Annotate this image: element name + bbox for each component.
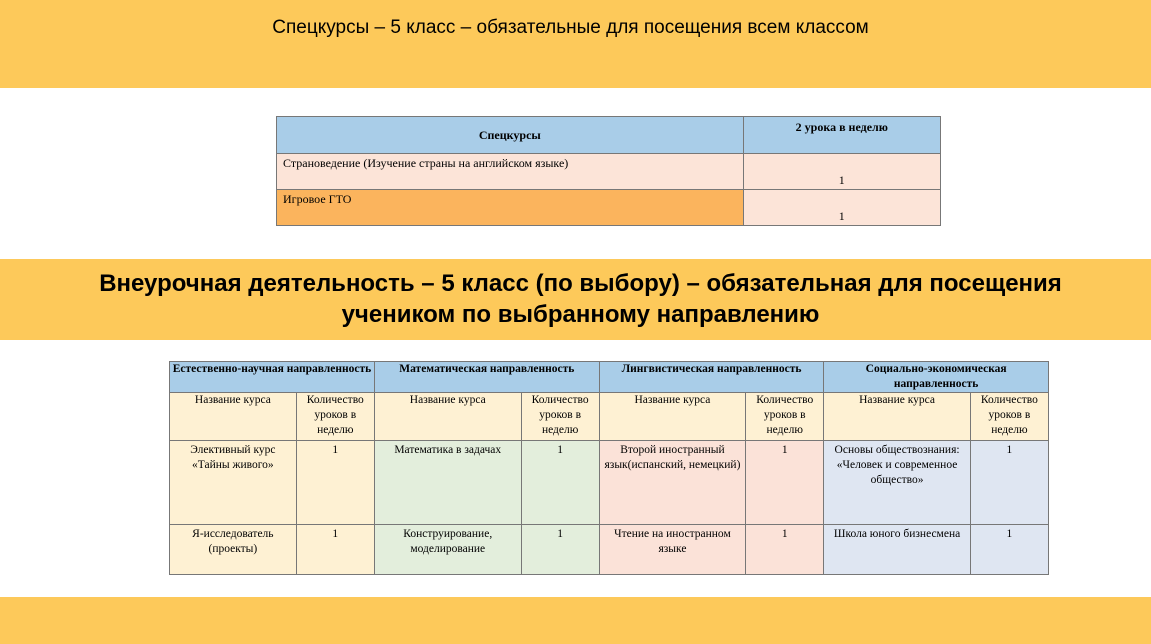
lesson-count: 1 — [296, 441, 374, 525]
course-hours: 1 — [743, 154, 940, 190]
group-header-linguistic: Лингвистическая направленность — [599, 362, 824, 393]
top-title-band — [0, 0, 1151, 88]
col-header-lesson-count: Количество уроков в неделю — [746, 393, 824, 441]
col-header-course-name: Название курса — [374, 393, 521, 441]
lesson-count: 1 — [970, 525, 1048, 575]
group-header-science: Естественно-научная направленность — [170, 362, 375, 393]
lesson-count: 1 — [746, 441, 824, 525]
course-name: Математика в задачах — [374, 441, 521, 525]
col-header-lesson-count: Количество уроков в неделю — [521, 393, 599, 441]
lesson-count: 1 — [521, 525, 599, 575]
course-name: Игровое ГТО — [277, 190, 744, 226]
col-header-course-name: Название курса — [170, 393, 297, 441]
section-title-line1: Внеурочная деятельность – 5 класс (по выбору) – обязательная для посещения — [99, 270, 1062, 297]
table-header-courses: Спецкурсы — [277, 117, 744, 154]
bottom-band — [0, 597, 1151, 644]
group-header-math: Математическая направленность — [374, 362, 599, 393]
course-hours: 1 — [743, 190, 940, 226]
course-name: Чтение на иностранном языке — [599, 525, 745, 575]
page-title: Спецкурсы – 5 класс – обязательные для посещения всем классом — [272, 17, 869, 38]
course-name: Элективный курс «Тайны живого» — [170, 441, 297, 525]
group-header-socioeconomic: Социально-экономическая направленность — [824, 362, 1049, 393]
col-header-lesson-count: Количество уроков в неделю — [970, 393, 1048, 441]
special-courses-table — [276, 116, 941, 226]
course-name: Конструирование, моделирование — [374, 525, 521, 575]
lesson-count: 1 — [970, 441, 1048, 525]
table-row — [170, 525, 1049, 575]
course-name: Я-исследователь (проекты) — [170, 525, 297, 575]
course-name: Основы обществознания: «Человек и современное общество» — [824, 441, 970, 525]
course-name: Второй иностранный язык(испанский, немецкий) — [599, 441, 745, 525]
section-title — [10, 268, 1151, 330]
col-header-course-name: Название курса — [824, 393, 970, 441]
lesson-count: 1 — [521, 441, 599, 525]
table-header-hours: 2 урока в неделю — [743, 117, 940, 154]
extracurricular-table — [169, 361, 1049, 575]
table-row — [277, 190, 941, 226]
lesson-count: 1 — [746, 525, 824, 575]
col-header-lesson-count: Количество уроков в неделю — [296, 393, 374, 441]
table-row — [170, 441, 1049, 525]
table-row — [277, 154, 941, 190]
section-title-line2: учеником по выбранному направлению — [341, 301, 820, 328]
course-name: Школа юного бизнесмена — [824, 525, 970, 575]
course-name: Страноведение (Изучение страны на английском языке) — [277, 154, 744, 190]
col-header-course-name: Название курса — [599, 393, 745, 441]
lesson-count: 1 — [296, 525, 374, 575]
